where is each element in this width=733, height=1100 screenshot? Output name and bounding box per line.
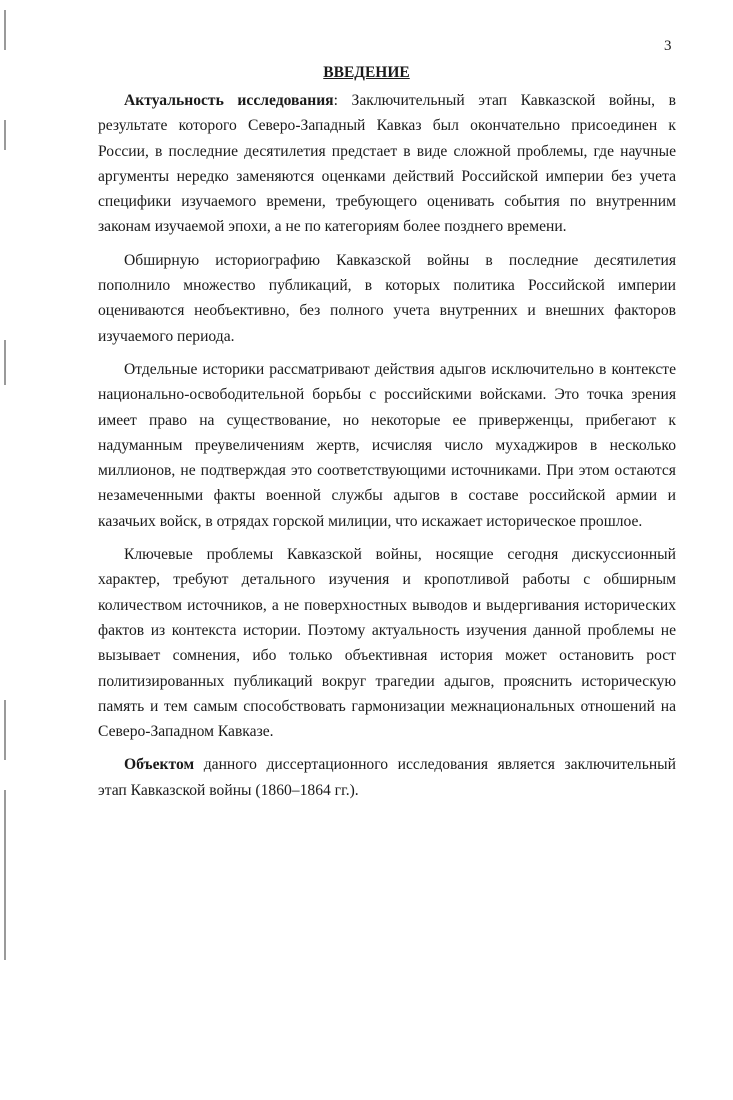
paragraph-text: данного диссертационного исследования является заключительный этап Кавказской войны (1860–1864 гг.).: [98, 756, 676, 799]
paragraph-relevance: [98, 88, 676, 240]
paragraph-historians: [98, 357, 676, 534]
paragraph-text: Ключевые проблемы Кавказской войны, носящие сегодня дискуссионный характер, требуют детального изучения и кропотливой работы с обширным количеством источников, а не поверхностных выводов и выдергивания исторических фактов из контекста истории. Поэтому актуальность изучения данной проблемы не вызывает сомнения, ибо только объективная история может остановить рост политизированных публикаций вокруг трагедии адыгов, прояснить историческую память и тем самым способствовать гармонизации межнациональных отношений на Северо-Западном Кавказе.: [98, 546, 676, 741]
page-number: 3: [664, 38, 672, 54]
document-body: [98, 88, 676, 803]
paragraph-key-problems: [98, 542, 676, 744]
paragraph-lead: Актуальность исследования: [124, 92, 334, 109]
paragraph-text: : Заключительный этап Кавказской войны, в результате которого Северо-Западный Кавказ был окончательно присоединен к России, в последние десятилетия предстает в виде сложной проблемы, где научные аргументы нередко заменяются оценками действий Российской империи без учета специфики изучаемого времени, требующего оценивать события по внутренним законам изучаемой эпохи, а не по категориям более позднего времени.: [98, 92, 676, 236]
paragraph-historiography: [98, 248, 676, 349]
section-heading: ВВЕДЕНИЕ: [323, 64, 410, 81]
scan-edge-marks: [0, 0, 14, 1100]
paragraph-object: [98, 752, 676, 803]
paragraph-lead: Объектом: [124, 756, 195, 774]
paragraph-text: Отдельные историки рассматривают действия адыгов исключительно в контексте национально-освободительной борьбы с российскими войсками. Это точка зрения имеет право на существование, но некоторые ее приверженцы, прибегают к надуманным преувеличениям жертв, исчисляя число мухаджиров в несколько миллионов, не подтверждая это соответствующими источниками. При этом остаются незамеченными факты военной службы адыгов в составе российской армии и казачьих войск, в отрядах горской милиции, что искажает историческое прошлое.: [98, 360, 676, 530]
paragraph-text: Обширную историографию Кавказской войны в последние десятилетия пополнило множество публикаций, в которых политика Российской империи оцениваются необъективно, без полного учета внутренних и внешних факторов изучаемого периода.: [98, 251, 676, 345]
